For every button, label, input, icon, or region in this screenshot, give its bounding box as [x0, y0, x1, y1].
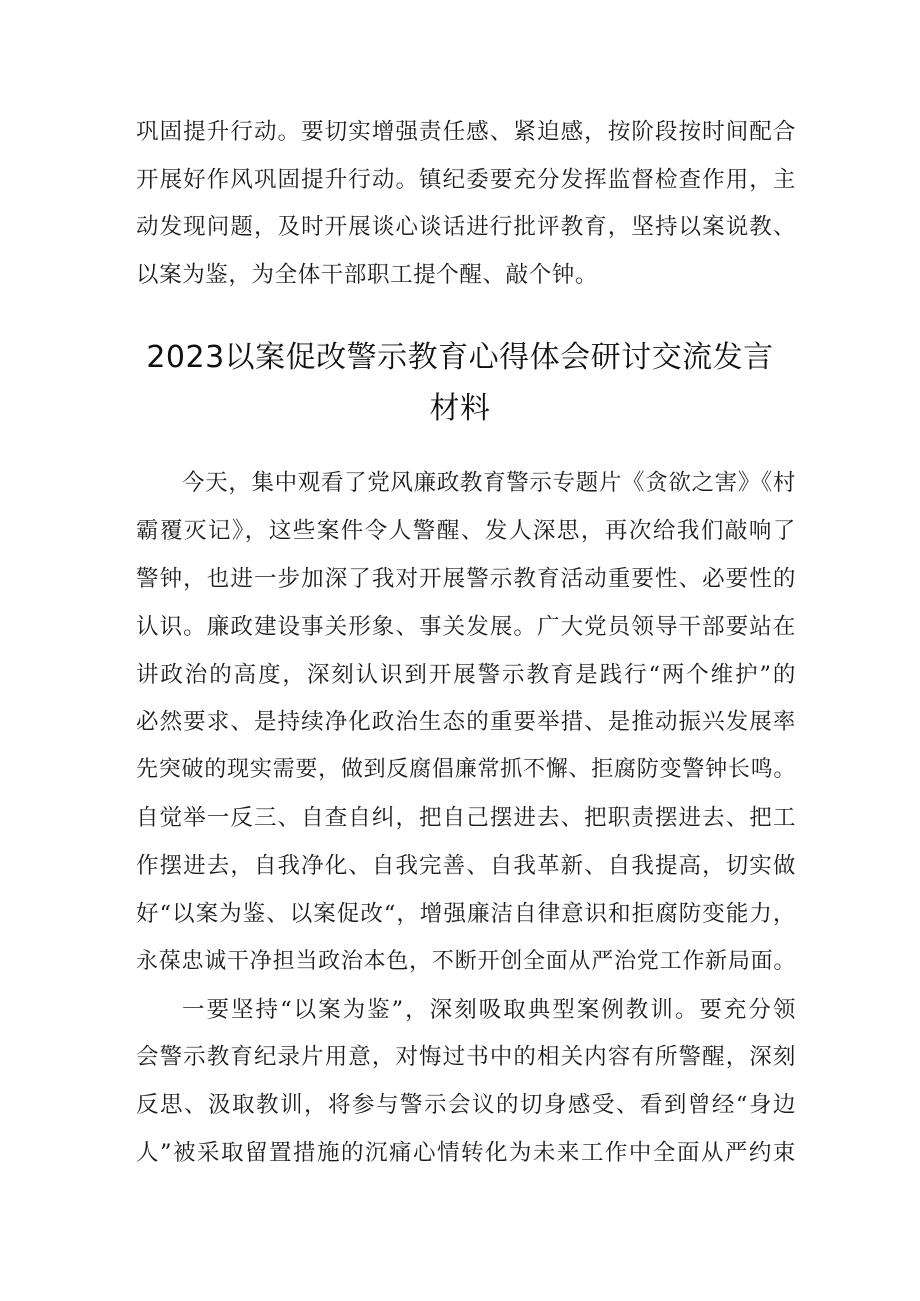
text-line: 认识。廉政建设事关形象、事关发展。广大党员领导干部要站在	[136, 614, 796, 640]
title-line-1: 2023以案促改警示教育心得体会研讨交流发言	[146, 340, 774, 375]
text-line: 人”被采取留置措施的沉痛心情转化为未来工作中全面从严约束	[136, 1140, 796, 1166]
text-line: 讲政治的高度，深刻认识到开展警示教育是践行“两个维护”的	[136, 662, 796, 688]
text-line: 好“以案为鉴、以案促改“，增强廉洁自律意识和拒腐防变能力，	[136, 901, 796, 927]
text-line: 永葆忠诚干净担当政治本色，不断开创全面从严治党工作新局面。	[136, 949, 796, 974]
text-line: 以案为鉴，为全体干部职工提个醒、敲个钟。	[136, 262, 599, 288]
text-line: 开展好作风巩固提升行动。镇纪委要充分发挥监督检查作用，主	[136, 167, 796, 193]
text-line: 霸覆灭记》，这些案件令人警醒、发人深思，再次给我们敲响了	[136, 518, 796, 544]
title-line-2: 材料	[429, 391, 491, 426]
text-line: 一要坚持“以案为鉴”，深刻吸取典型案例教训。要充分领	[182, 997, 796, 1023]
text-line: 巩固提升行动。要切实增强责任感、紧迫感，按阶段按时间配合	[136, 119, 796, 145]
text-line: 作摆进去，自我净化、自我完善、自我革新、自我提高，切实做	[136, 853, 796, 879]
text-line: 会警示教育纪录片用意，对悔过书中的相关内容有所警醒，深刻	[136, 1044, 796, 1070]
text-line: 动发现问题，及时开展谈心谈话进行批评教育，坚持以案说教、	[136, 214, 796, 240]
text-line: 必然要求、是持续净化政治生态的重要举措、是推动振兴发展率	[136, 709, 796, 735]
text-line: 自觉举一反三、自查自纠，把自己摆进去、把职责摆进去、把工	[136, 805, 796, 831]
text-line: 反思、汲取教训，将参与警示会议的切身感受、看到曾经“身边	[136, 1092, 796, 1118]
text-line: 先突破的现实需要，做到反腐倡廉常抓不懈、拒腐防变警钟长鸣。	[136, 757, 796, 782]
text-line: 警钟，也进一步加深了我对开展警示教育活动重要性、必要性的	[136, 566, 796, 592]
text-line: 今天，集中观看了党风廉政教育警示专题片《贪欲之害》《村	[182, 470, 796, 496]
